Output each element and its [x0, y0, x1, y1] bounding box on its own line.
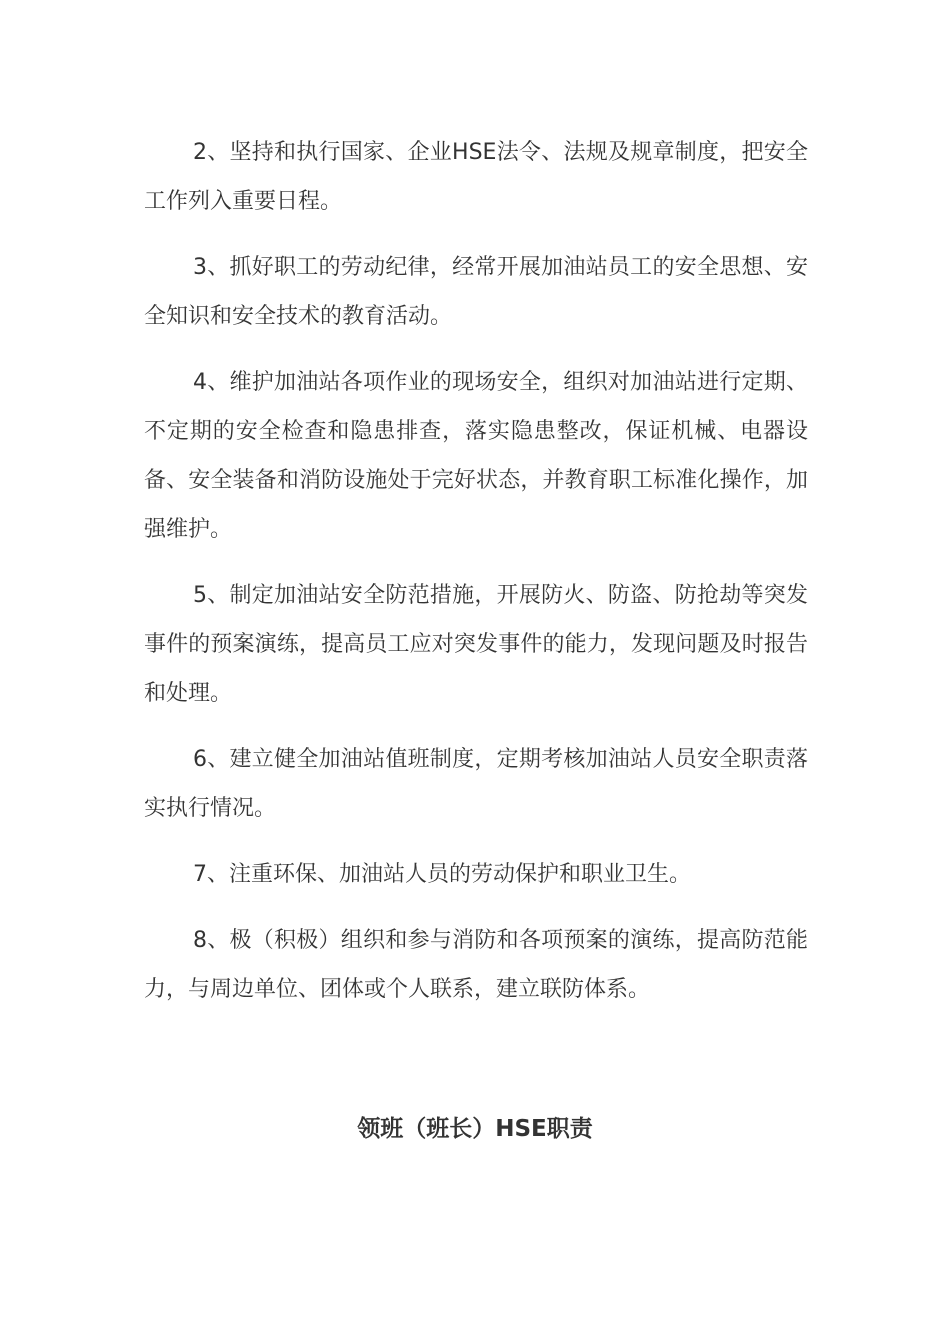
- section-heading: 领班（班长）HSE职责: [357, 1116, 593, 1142]
- paragraph-item-3: 3、抓好职工的劳动纪律，经常开展加油站员工的安全思想、安全知识和安全技术的教育活动。: [144, 255, 808, 329]
- paragraph-item-2: 2、坚持和执行国家、企业HSE法令、法规及规章制度，把安全工作列入重要日程。: [144, 140, 808, 214]
- paragraph-item-4: 4、维护加油站各项作业的现场安全，组织对加油站进行定期、不定期的安全检查和隐患排查，落实隐患整改，保证机械、电器设备、安全装备和消防设施处于完好状态，并教育职工标准化操作，加强维护。: [144, 370, 808, 542]
- paragraph-item-6: 6、建立健全加油站值班制度，定期考核加油站人员安全职责落实执行情况。: [144, 747, 808, 821]
- document-body: [144, 128, 808, 1031]
- paragraph-item-8: 8、极（积极）组织和参与消防和各项预案的演练，提高防范能力，与周边单位、团体或个人联系，建立联防体系。: [144, 928, 808, 1002]
- paragraph-item-7: 7、注重环保、加油站人员的劳动保护和职业卫生。: [193, 862, 691, 887]
- paragraph-item-5: 5、制定加油站安全防范措施，开展防火、防盗、防抢劫等突发事件的预案演练，提高员工应对突发事件的能力，发现问题及时报告和处理。: [144, 583, 808, 706]
